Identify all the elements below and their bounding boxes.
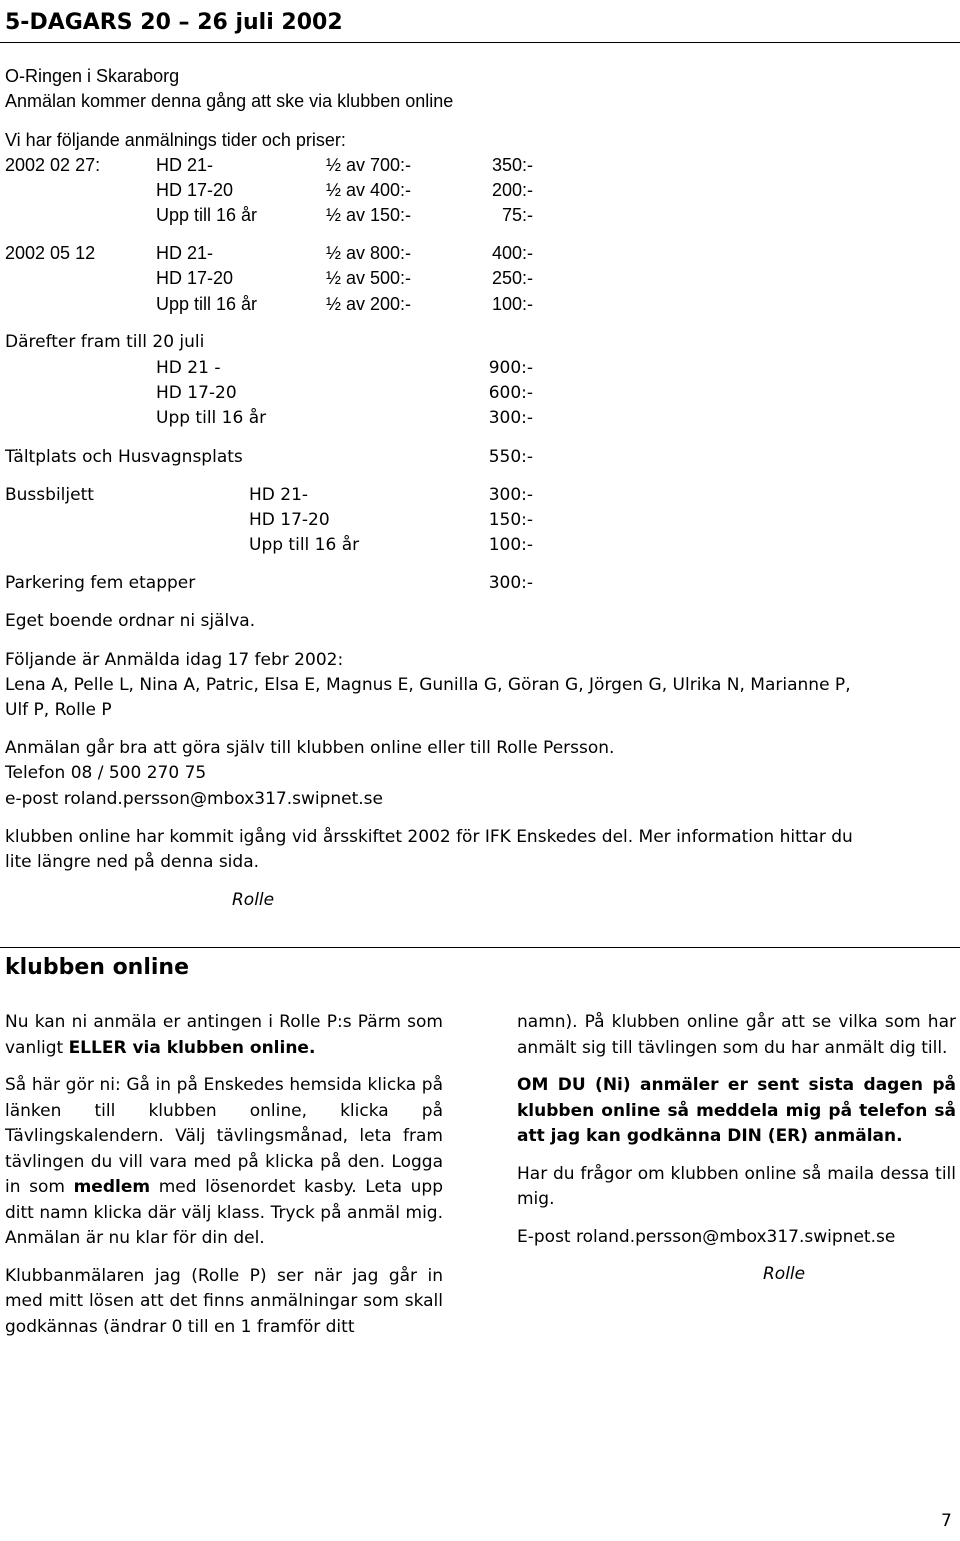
camping-label: Tältplats och Husvagnsplats [5,447,243,467]
bus-price: 300:- [488,485,533,505]
bold-span: medlem [73,1177,151,1197]
bus-label: Bussbiljett [5,485,94,505]
group1-price: 200:- [491,180,533,200]
bus-class: HD 17-20 [249,510,330,530]
group1-half: ½ av 700:- [326,155,412,175]
page-number: 7 [941,1511,952,1531]
group2-class: HD 21- [156,243,214,263]
group1-class: HD 21- [156,155,214,175]
group1-half: ½ av 150:- [326,205,412,225]
online-note: klubben online har kommit igång vid årsskiftet 2002 för IFK Enskedes del. Mer information hittar du [5,827,853,847]
after-label: Därefter fram till 20 juli [5,332,205,352]
left-paragraph [5,1073,443,1252]
intro-registration: Anmälan kommer denna gång att ske via klubben online [5,91,454,111]
contact-note: Anmälan går bra att göra själv till klubben online eller till Rolle Persson. [5,738,615,758]
registered-heading: Följande är Anmälda idag 17 febr 2002: [5,650,344,670]
right-paragraph: namn). På klubben online går att se vilka som har anmält sig till tävlingen som du har anmält dig till. [517,1012,956,1058]
group2-half: ½ av 800:- [326,243,412,263]
intro-prices-heading: Vi har följande anmälnings tider och priser: [5,130,346,150]
group2-class: Upp till 16 år [156,294,258,314]
group2-price: 250:- [491,268,533,288]
section-rule [0,947,960,948]
group1-date: 2002 02 27: [5,155,101,175]
bus-price: 150:- [488,510,533,530]
right-email[interactable]: E-post roland.persson@mbox317.swipnet.se [517,1226,896,1247]
left-paragraph [5,1010,443,1061]
group2-date: 2002 05 12 [5,243,96,263]
right-paragraph-bold: OM DU (Ni) anmäler er sent sista dagen på klubben online så meddela mig på telefon så att jag kan godkänna DIN (ER) anmälan. [517,1075,956,1146]
parking-price: 300:- [488,573,533,593]
bold-span: ELLER via klubben online. [68,1037,316,1058]
after-price: 900:- [488,358,533,378]
parking-label: Parkering fem etapper [5,573,196,593]
text-span: Nu kan ni anmäla er antingen i Rolle P:s Pärm som vanligt [5,1012,443,1058]
group2-half: ½ av 500:- [326,268,412,288]
bus-class: Upp till 16 år [249,535,360,555]
signature: Rolle [763,1264,806,1284]
after-class: HD 17-20 [156,383,237,403]
right-column [517,1010,956,1300]
lodging-note: Eget boende ordnar ni själva. [5,611,256,631]
after-price: 600:- [488,383,533,403]
right-paragraph: Har du frågor om klubben online så maila dessa till mig. [517,1163,956,1209]
group1-price: 75:- [501,205,533,225]
bus-price: 100:- [488,535,533,555]
registered-names: Lena A, Pelle L, Nina A, Patric, Elsa E, Magnus E, Gunilla G, Göran G, Jörgen G, Ulrika N, Marianne P, [5,675,851,695]
left-column [5,1010,443,1352]
section-heading: klubben online [5,955,190,980]
left-paragraph: Klubbanmälaren jag (Rolle P) ser när jag går in med mitt lösen att det finns anmälningar som skall godkännas (ändrar 0 till en 1 framför ditt [5,1265,443,1337]
group1-class: HD 17-20 [156,180,234,200]
after-class: HD 21 - [156,358,221,378]
group1-price: 350:- [491,155,533,175]
after-price: 300:- [488,408,533,428]
text-span: med lösenordet kasby. Leta upp ditt namn klicka där välj klass. Tryck på anmäl mig. Anmälan är nu klar för din del. [5,1177,444,1248]
title-rule [0,42,960,43]
group1-class: Upp till 16 år [156,205,258,225]
contact-phone: Telefon 08 / 500 270 75 [5,763,207,783]
group2-price: 100:- [491,294,533,314]
online-note: lite längre ned på denna sida. [5,852,260,872]
group2-class: HD 17-20 [156,268,234,288]
group2-price: 400:- [491,243,533,263]
registered-names: Ulf P, Rolle P [5,700,112,720]
contact-email[interactable]: e-post roland.persson@mbox317.swipnet.se [5,789,384,809]
bus-class: HD 21- [249,485,309,505]
intro-event: O-Ringen i Skaraborg [5,66,180,86]
page-title: 5-DAGARS 20 – 26 juli 2002 [5,10,343,35]
group2-half: ½ av 200:- [326,294,412,314]
signature: Rolle [232,890,275,910]
after-class: Upp till 16 år [156,408,267,428]
group1-half: ½ av 400:- [326,180,412,200]
text-span: Så här gör ni: Gå in på Enskedes hemsida klicka på länken till klubben online, klicka på Tävlingskalendern. Välj tävlingsmånad, leta fram tävlingen du vill vara med på klicka på den. Logga in som [5,1075,443,1197]
camping-price: 550:- [488,447,533,467]
